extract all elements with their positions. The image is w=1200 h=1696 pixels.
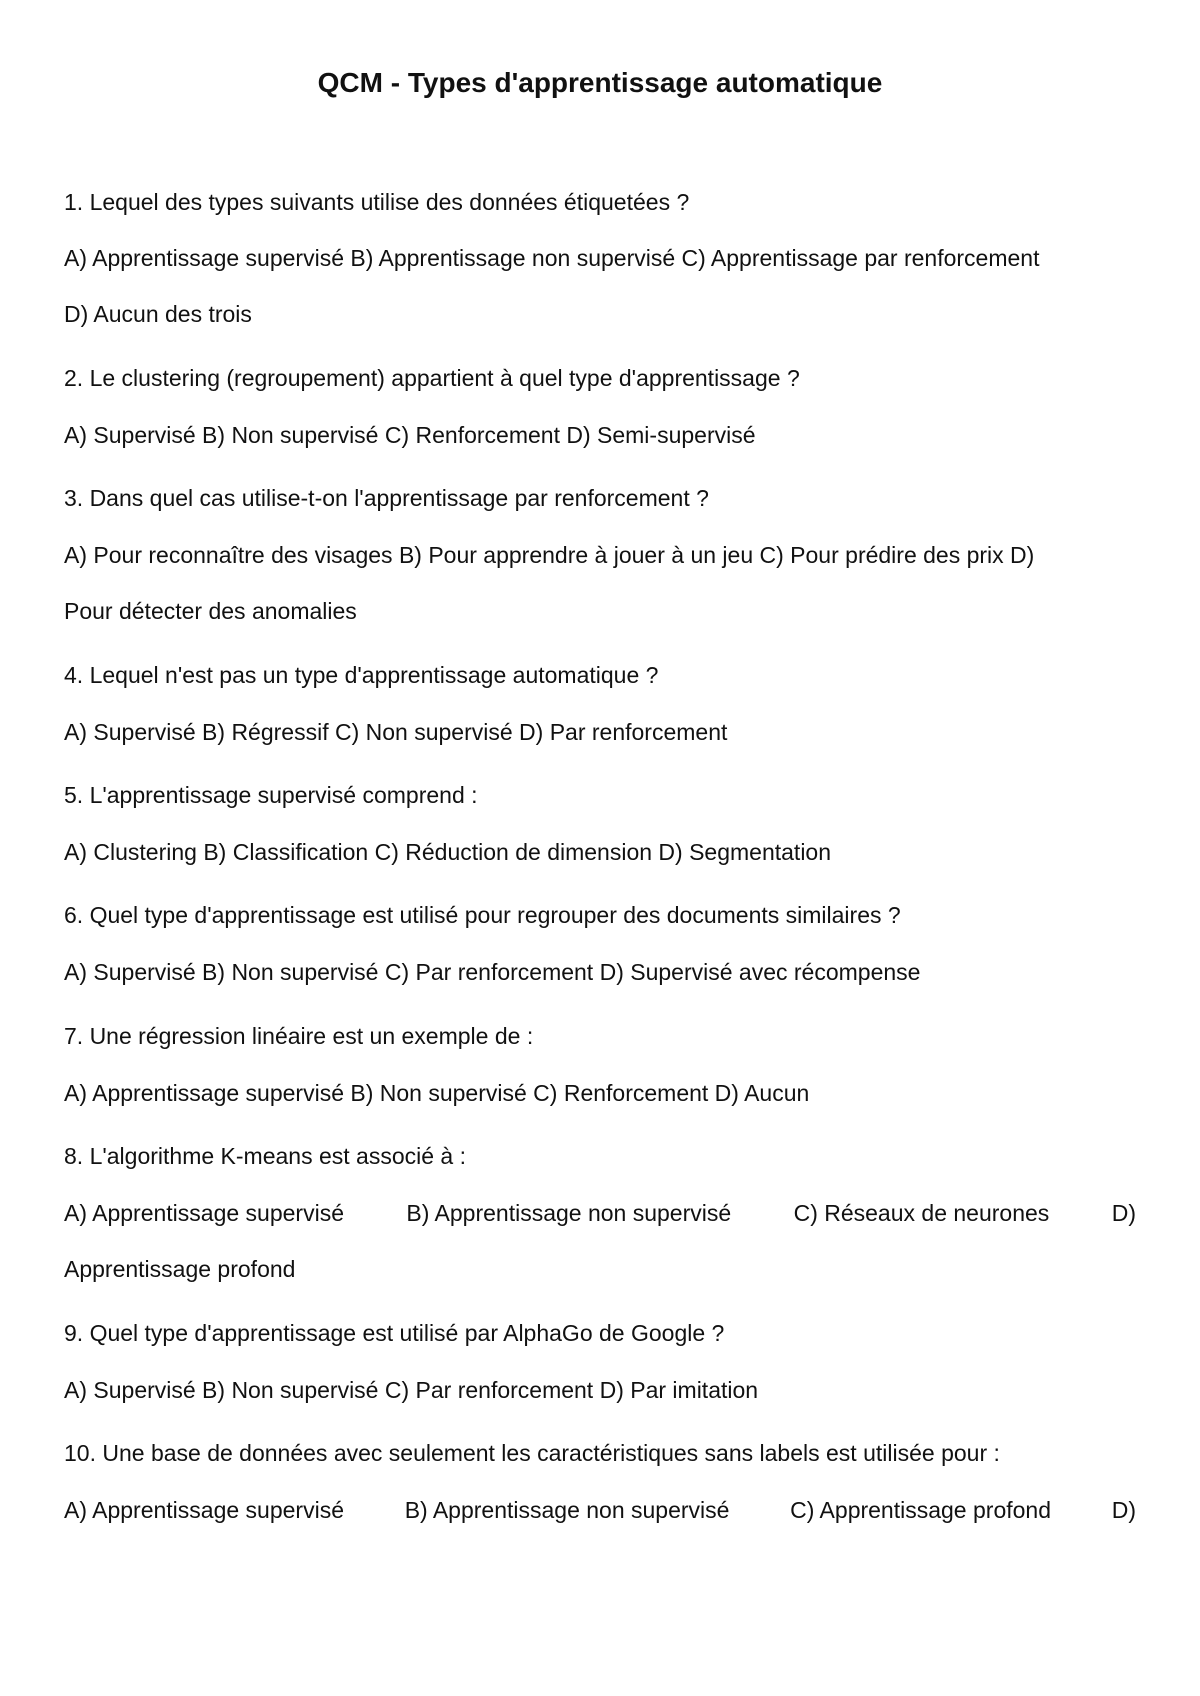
question-1-options: A) Apprentissage supervisé B) Apprentissage non supervisé C) Apprentissage par renforcement bbox=[64, 245, 1040, 271]
question-8-option-c: C) Réseaux de neurones bbox=[793, 1200, 1050, 1226]
question-3-text: 3. Dans quel cas utilise-t-on l'apprentissage par renforcement ? bbox=[64, 485, 709, 511]
question-10-options bbox=[64, 1495, 1136, 1525]
question-8-option-a: A) Apprentissage supervisé bbox=[64, 1200, 344, 1226]
question-4-options: A) Supervisé B) Régressif C) Non supervisé D) Par renforcement bbox=[64, 719, 728, 745]
question-9-options: A) Supervisé B) Non supervisé C) Par renforcement D) Par imitation bbox=[64, 1377, 759, 1403]
question-2-options: A) Supervisé B) Non supervisé C) Renforcement D) Semi-supervisé bbox=[64, 422, 756, 448]
question-10-option-d: D) bbox=[1111, 1497, 1136, 1523]
question-6-text: 6. Quel type d'apprentissage est utilisé pour regrouper des documents similaires ? bbox=[64, 902, 901, 928]
question-3-options: A) Pour reconnaître des visages B) Pour apprendre à jouer à un jeu C) Pour prédire des prix D) bbox=[64, 542, 1035, 568]
question-10-option-b: B) Apprentissage non supervisé bbox=[404, 1497, 730, 1523]
question-5-options: A) Clustering B) Classification C) Réduction de dimension D) Segmentation bbox=[64, 839, 832, 865]
question-8-options-continued: Apprentissage profond bbox=[64, 1256, 296, 1282]
question-6-options: A) Supervisé B) Non supervisé C) Par renforcement D) Supervisé avec récompense bbox=[64, 959, 921, 985]
question-4-text: 4. Lequel n'est pas un type d'apprentissage automatique ? bbox=[64, 662, 659, 688]
question-1-options-continued: D) Aucun des trois bbox=[64, 301, 252, 327]
question-8-option-b: B) Apprentissage non supervisé bbox=[406, 1200, 732, 1226]
question-1-text: 1. Lequel des types suivants utilise des données étiquetées ? bbox=[64, 189, 690, 215]
question-10-option-c: C) Apprentissage profond bbox=[790, 1497, 1051, 1523]
question-2-text: 2. Le clustering (regroupement) appartient à quel type d'apprentissage ? bbox=[64, 365, 800, 391]
question-8-text: 8. L'algorithme K-means est associé à : bbox=[64, 1143, 466, 1169]
question-3-options-continued: Pour détecter des anomalies bbox=[64, 598, 357, 624]
question-7-options: A) Apprentissage supervisé B) Non supervisé C) Renforcement D) Aucun bbox=[64, 1080, 810, 1106]
question-8-options bbox=[64, 1198, 1136, 1228]
question-10-option-a: A) Apprentissage supervisé bbox=[64, 1497, 344, 1523]
question-5-text: 5. L'apprentissage supervisé comprend : bbox=[64, 782, 478, 808]
page-title: QCM - Types d'apprentissage automatique bbox=[317, 67, 883, 98]
question-7-text: 7. Une régression linéaire est un exemple de : bbox=[64, 1023, 534, 1049]
question-8-option-d: D) bbox=[1111, 1200, 1136, 1226]
question-10-text: 10. Une base de données avec seulement les caractéristiques sans labels est utilisée pour : bbox=[64, 1440, 1000, 1466]
question-9-text: 9. Quel type d'apprentissage est utilisé par AlphaGo de Google ? bbox=[64, 1320, 725, 1346]
